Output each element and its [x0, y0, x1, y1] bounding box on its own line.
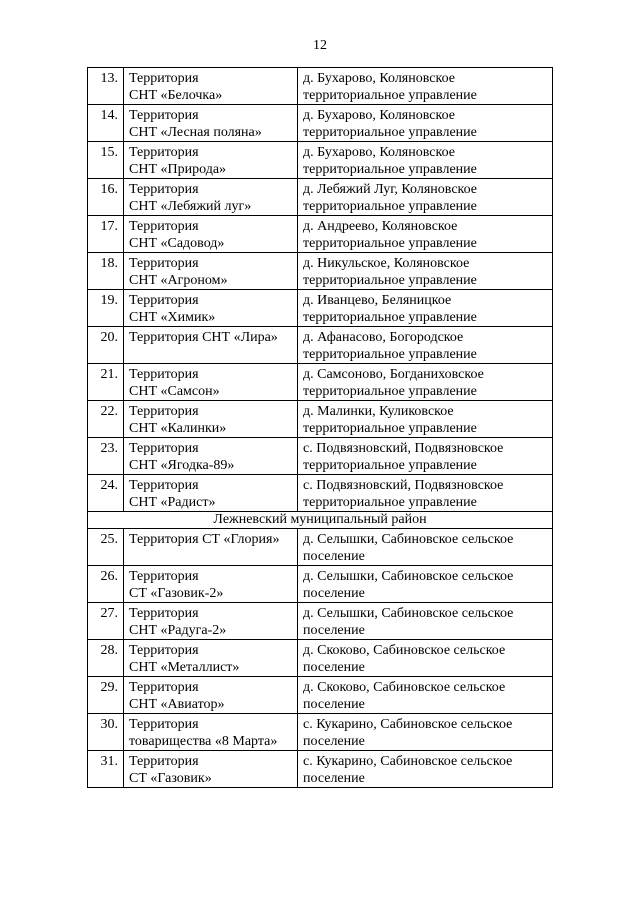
row-number: 27.: [88, 603, 124, 640]
territory-name-line: Территория: [129, 643, 199, 658]
territory-name-line: Территория: [129, 293, 199, 308]
territory-name: [124, 327, 298, 364]
territory-location-line: территориальное управление: [303, 421, 477, 436]
row-number: 28.: [88, 640, 124, 677]
territory-location-line: д. Андреево, Коляновское: [303, 219, 458, 234]
territory-name-line: СНТ «Садовод»: [129, 236, 225, 251]
territory-name-line: Территория: [129, 182, 199, 197]
territory-location-line: поселение: [303, 734, 365, 749]
territory-name: [124, 290, 298, 327]
row-number: 25.: [88, 529, 124, 566]
territory-name-line: Территория: [129, 680, 199, 695]
territory-table: [87, 67, 553, 788]
territory-name-line: СТ «Газовик»: [129, 771, 212, 786]
row-number: 29.: [88, 677, 124, 714]
row-number: 16.: [88, 179, 124, 216]
page-number: 12: [313, 38, 327, 53]
territory-location: [298, 438, 553, 475]
territory-location-line: территориальное управление: [303, 495, 477, 510]
territory-name-line: СНТ «Химик»: [129, 310, 216, 325]
row-number: 20.: [88, 327, 124, 364]
section-row-group: [88, 512, 553, 529]
territory-name: [124, 714, 298, 751]
territory-location: [298, 640, 553, 677]
territory-name-line: Территория: [129, 256, 199, 271]
territory-location-line: поселение: [303, 623, 365, 638]
row-number: 14.: [88, 105, 124, 142]
territory-name-line: Территория: [129, 367, 199, 382]
territory-name: [124, 253, 298, 290]
territory-name-line: СНТ «Радист»: [129, 495, 216, 510]
territory-location: [298, 216, 553, 253]
row-number: 17.: [88, 216, 124, 253]
territory-location: [298, 105, 553, 142]
territory-location-line: д. Селышки, Сабиновское сельское: [303, 532, 514, 547]
territory-name: [124, 401, 298, 438]
territory-name: [124, 603, 298, 640]
table-row: [88, 105, 553, 142]
table-row: [88, 751, 553, 788]
territory-name-line: СНТ «Ягодка-89»: [129, 458, 235, 473]
territory-name-line: СНТ «Агроном»: [129, 273, 228, 288]
table-row: [88, 529, 553, 566]
territory-location-line: поселение: [303, 549, 365, 564]
territory-location-line: территориальное управление: [303, 310, 477, 325]
territory-name-line: СНТ «Белочка»: [129, 88, 223, 103]
row-number: 23.: [88, 438, 124, 475]
territory-location-line: территориальное управление: [303, 199, 477, 214]
table-row: [88, 401, 553, 438]
table-row: [88, 714, 553, 751]
territory-name-line: СНТ «Самсон»: [129, 384, 220, 399]
territory-location-line: с. Подвязновский, Подвязновское: [303, 478, 504, 493]
territory-name-line: Территория СТ «Глория»: [129, 532, 280, 547]
territory-location-line: с. Подвязновский, Подвязновское: [303, 441, 504, 456]
territory-name: [124, 751, 298, 788]
territory-location-line: территориальное управление: [303, 458, 477, 473]
territory-location: [298, 253, 553, 290]
table-row: [88, 327, 553, 364]
territory-location: [298, 677, 553, 714]
territory-name: [124, 179, 298, 216]
territory-location: [298, 179, 553, 216]
territory-name-line: Территория: [129, 717, 199, 732]
table-row: [88, 566, 553, 603]
territory-name: [124, 142, 298, 179]
table-row: [88, 677, 553, 714]
table-row: [88, 364, 553, 401]
territory-location-line: д. Бухарово, Коляновское: [303, 71, 455, 86]
territory-location: [298, 475, 553, 512]
territory-name-line: СНТ «Калинки»: [129, 421, 227, 436]
territory-location: [298, 603, 553, 640]
territory-location-line: поселение: [303, 697, 365, 712]
row-number: 13.: [88, 68, 124, 105]
territory-location-line: поселение: [303, 586, 365, 601]
territory-location: [298, 529, 553, 566]
territory-location-line: д. Лебяжий Луг, Коляновское: [303, 182, 478, 197]
section-title: Лежневский муниципальный район: [88, 512, 553, 529]
row-number: 19.: [88, 290, 124, 327]
territory-name-line: Территория СНТ «Лира»: [129, 330, 278, 345]
table-row: [88, 438, 553, 475]
territory-location-line: д. Самсоново, Богданиховское: [303, 367, 484, 382]
territory-location-line: д. Иванцево, Беляницкое: [303, 293, 452, 308]
territory-location-line: территориальное управление: [303, 384, 477, 399]
territory-name: [124, 216, 298, 253]
row-number: 22.: [88, 401, 124, 438]
territory-location-line: территориальное управление: [303, 236, 477, 251]
territory-name-line: СНТ «Лесная поляна»: [129, 125, 262, 140]
territory-name-line: СНТ «Природа»: [129, 162, 227, 177]
territory-name-line: Территория: [129, 754, 199, 769]
territory-location: [298, 364, 553, 401]
row-number: 24.: [88, 475, 124, 512]
territory-location-line: д. Селышки, Сабиновское сельское: [303, 569, 514, 584]
section-row: [88, 512, 553, 529]
territory-location-line: д. Селышки, Сабиновское сельское: [303, 606, 514, 621]
territory-name: [124, 566, 298, 603]
territory-location-line: д. Скоково, Сабиновское сельское: [303, 680, 506, 695]
territory-location-line: д. Бухарово, Коляновское: [303, 145, 455, 160]
territory-location-line: д. Никульское, Коляновское: [303, 256, 470, 271]
territory-name: [124, 364, 298, 401]
territory-location-line: территориальное управление: [303, 88, 477, 103]
territory-name-line: Территория: [129, 108, 199, 123]
table-row: [88, 475, 553, 512]
territory-name-line: Территория: [129, 441, 199, 456]
territory-name-line: товарищества «8 Марта»: [129, 734, 278, 749]
row-number: 15.: [88, 142, 124, 179]
territory-name-line: Территория: [129, 606, 199, 621]
table-row: [88, 290, 553, 327]
territory-name: [124, 529, 298, 566]
territory-location-line: территориальное управление: [303, 125, 477, 140]
territory-location-line: д. Малинки, Куликовское: [303, 404, 454, 419]
territory-location-line: территориальное управление: [303, 273, 477, 288]
territory-name: [124, 68, 298, 105]
territory-name-line: Территория: [129, 478, 199, 493]
territory-name-line: СНТ «Лебяжий луг»: [129, 199, 252, 214]
territory-name: [124, 475, 298, 512]
table-row: [88, 142, 553, 179]
territory-location-line: поселение: [303, 660, 365, 675]
territory-location-line: территориальное управление: [303, 162, 477, 177]
table-row: [88, 640, 553, 677]
table-body-bottom: [88, 529, 553, 788]
territory-name: [124, 438, 298, 475]
territory-name: [124, 105, 298, 142]
territory-location-line: с. Кукарино, Сабиновское сельское: [303, 717, 513, 732]
territory-name-line: СТ «Газовик-2»: [129, 586, 224, 601]
territory-name-line: Территория: [129, 145, 199, 160]
territory-location: [298, 327, 553, 364]
table-body-top: [88, 68, 553, 512]
territory-location-line: д. Скоково, Сабиновское сельское: [303, 643, 506, 658]
table-row: [88, 179, 553, 216]
territory-location-line: с. Кукарино, Сабиновское сельское: [303, 754, 513, 769]
territory-name-line: СНТ «Металлист»: [129, 660, 240, 675]
territory-name: [124, 640, 298, 677]
row-number: 30.: [88, 714, 124, 751]
territory-location: [298, 68, 553, 105]
territory-name-line: Территория: [129, 219, 199, 234]
table-row: [88, 603, 553, 640]
table-row: [88, 68, 553, 105]
table-row: [88, 216, 553, 253]
territory-location: [298, 142, 553, 179]
territory-name-line: Территория: [129, 71, 199, 86]
territory-name-line: СНТ «Авиатор»: [129, 697, 225, 712]
territory-location-line: поселение: [303, 771, 365, 786]
territory-location: [298, 401, 553, 438]
territory-name-line: Территория: [129, 404, 199, 419]
territory-location-line: д. Бухарово, Коляновское: [303, 108, 455, 123]
row-number: 26.: [88, 566, 124, 603]
territory-name-line: Территория: [129, 569, 199, 584]
row-number: 21.: [88, 364, 124, 401]
row-number: 18.: [88, 253, 124, 290]
territory-name: [124, 677, 298, 714]
table-row: [88, 253, 553, 290]
territory-location: [298, 751, 553, 788]
territory-location: [298, 290, 553, 327]
territory-location-line: территориальное управление: [303, 347, 477, 362]
territory-location: [298, 714, 553, 751]
territory-name-line: СНТ «Радуга-2»: [129, 623, 227, 638]
row-number: 31.: [88, 751, 124, 788]
territory-location-line: д. Афанасово, Богородское: [303, 330, 464, 345]
territory-location: [298, 566, 553, 603]
